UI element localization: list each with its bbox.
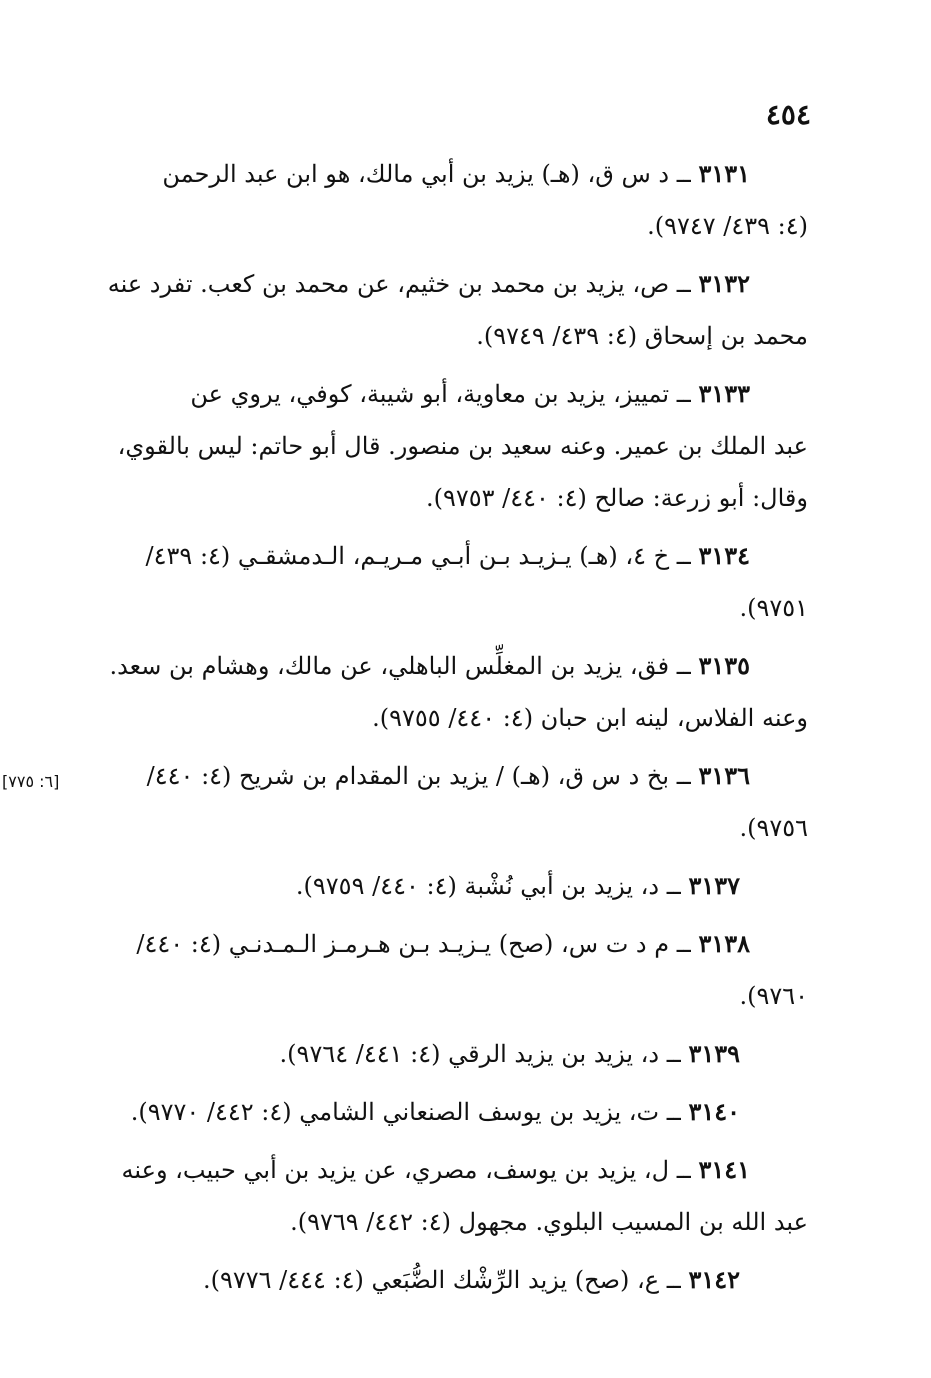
entry-text-line: وعنه الفلاس، لينه ابن حبان (٤: ٤٤٠/ ٩٧٥٥). <box>372 704 808 732</box>
entry-text-line: ــ فق، يزيد بن المغلِّس الباهلي، عن مالك، وهشام بن سعد. <box>109 652 691 680</box>
entry-3132 <box>80 258 808 362</box>
entry-number: ٣١٤٢ <box>688 1265 740 1294</box>
entry-number: ٣١٣٥ <box>698 651 750 680</box>
entry-text-line: ــ ل، يزيد بن يوسف، مصري، عن يزيد بن أبي حبيب، وعنه <box>121 1156 691 1184</box>
entry-text-line: ــ ص، يزيد بن محمد بن خثيم، عن محمد بن كعب. تفرد عنه <box>107 270 691 298</box>
entry-text-line: ــ م د ت س، (صح) يـزيـد بـن هـرمـز الـمـدنـي (٤: ٤٤٠/ <box>136 930 691 958</box>
entry-text-line: عبد الله بن المسيب البلوي. مجهول (٤: ٤٤٢/ ٩٧٦٩). <box>290 1208 808 1236</box>
entry-number: ٣١٤١ <box>698 1155 750 1184</box>
entry-text-line: ــ ت، يزيد بن يوسف الصنعاني الشامي (٤: ٤٤٢/ ٩٧٧٠). <box>130 1098 681 1126</box>
margin-reference: [٦: ٧٧٥] <box>2 772 60 791</box>
entry-text-line: ٩٧٥١). <box>739 594 808 622</box>
entry-number: ٣١٣٤ <box>698 541 750 570</box>
entry-text-line: ــ د، يزيد بن أبي نُشْبة (٤: ٤٤٠/ ٩٧٥٩). <box>295 872 681 900</box>
entry-3133 <box>80 368 808 524</box>
entry-number: ٣١٣٦ <box>698 761 750 790</box>
entry-text-line: ــ بخ د س ق، (هـ) / يزيد بن المقدام بن شريح (٤: ٤٤٠/ <box>146 762 691 790</box>
entry-text-line: ــ تمييز، يزيد بن معاوية، أبو شيبة، كوفي، يروي عن <box>190 380 691 408</box>
entry-3131 <box>80 148 808 252</box>
page-number: ٤٥٤ <box>765 98 811 131</box>
entry-text-line: محمد بن إسحاق (٤: ٤٣٩/ ٩٧٤٩). <box>476 322 808 350</box>
entry-3139 <box>80 1028 808 1080</box>
entry-text-line: ٩٧٥٦). <box>739 814 808 842</box>
entry-3137 <box>80 860 808 912</box>
entry-text-line: ــ ع، (صح) يزيد الرِّشْك الضُّبَعي (٤: ٤٤٤/ ٩٧٧٦). <box>202 1266 681 1294</box>
entry-text-line: ــ د، يزيد بن يزيد الرقي (٤: ٤٤١/ ٩٧٦٤). <box>279 1040 681 1068</box>
entry-3141 <box>80 1144 808 1248</box>
entry-text-line: ــ د س ق، (هـ) يزيد بن أبي مالك، هو ابن عبد الرحمن <box>162 160 691 188</box>
entries-list <box>2 148 808 1312</box>
entry-3134 <box>80 530 808 634</box>
entry-3135 <box>80 640 808 744</box>
entry-text-line: وقال: أبو زرعة: صالح (٤: ٤٤٠/ ٩٧٥٣). <box>425 484 808 512</box>
entry-number: ٣١٣٨ <box>698 929 750 958</box>
entry-number: ٣١٣٢ <box>698 269 750 298</box>
entry-3140 <box>80 1086 808 1138</box>
entry-3136 <box>2 750 808 854</box>
entry-number: ٣١٣٣ <box>698 379 750 408</box>
entry-3138 <box>80 918 808 1022</box>
entry-number: ٣١٣٩ <box>688 1039 740 1068</box>
entry-number: ٣١٤٠ <box>688 1097 740 1126</box>
entry-3142 <box>80 1254 808 1306</box>
entry-number: ٣١٣٧ <box>688 871 740 900</box>
entry-text-line: (٤: ٤٣٩/ ٩٧٤٧). <box>647 212 808 240</box>
entry-text-line: ٩٧٦٠). <box>739 982 808 1010</box>
entry-number: ٣١٣١ <box>698 159 750 188</box>
entry-text-line: عبد الملك بن عمير. وعنه سعيد بن منصور. قال أبو حاتم: ليس بالقوي، <box>117 432 808 460</box>
entry-text-line: ــ خ ٤، (هـ) يـزيـد بـن أبـي مـريـم، الـدمشقـي (٤: ٤٣٩/ <box>145 542 691 570</box>
